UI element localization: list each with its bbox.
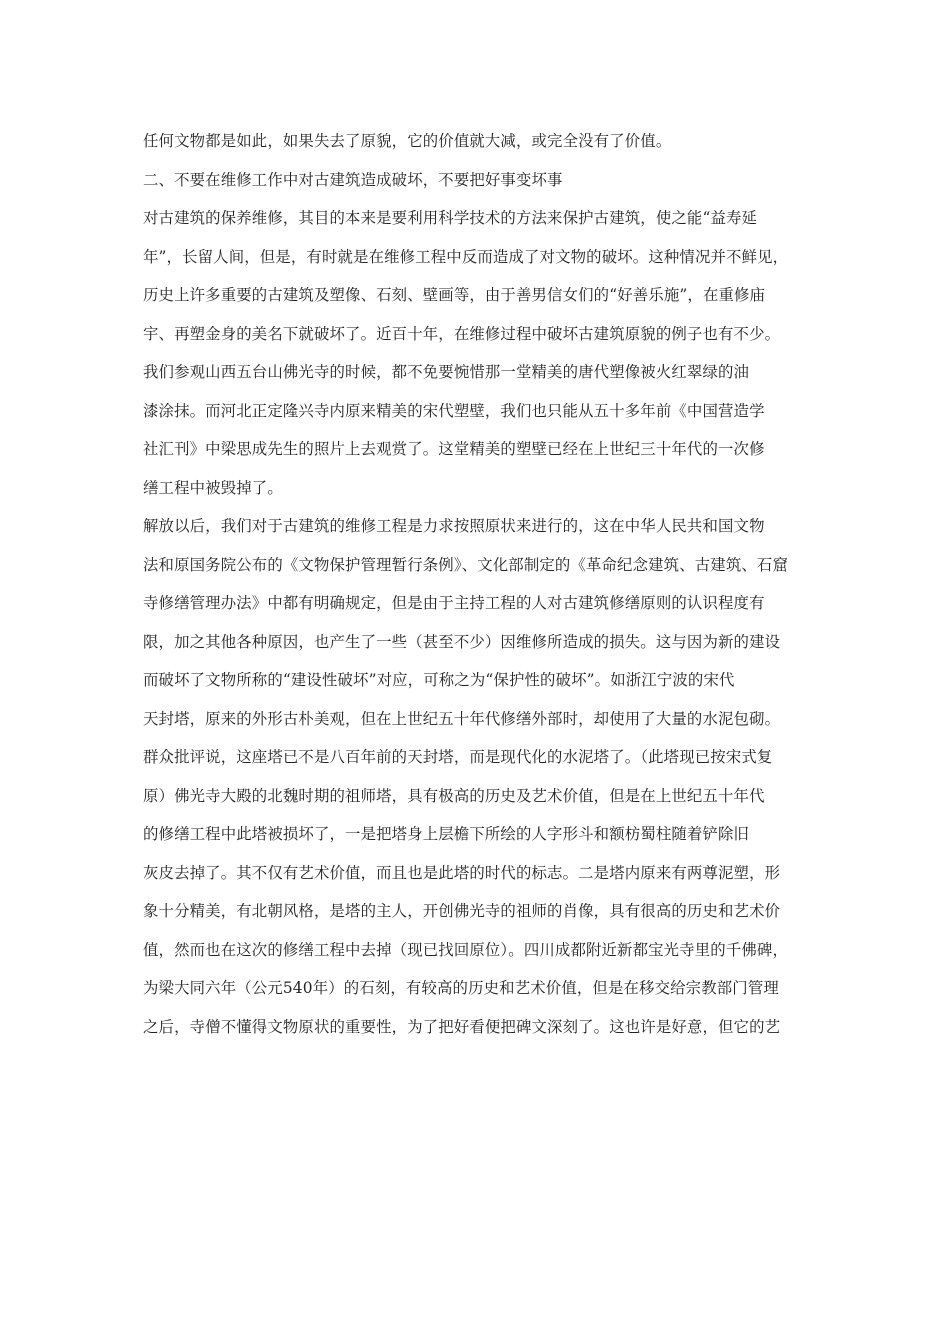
text-line: 年”，长留人间，但是，有时就是在维修工程中反而造成了对文物的破坏。这种情况并不鲜见，	[143, 247, 789, 266]
text-line: 我们参观山西五台山佛光寺的时候，都不免要惋惜那一堂精美的唐代塑像被火红翠绿的油	[143, 363, 750, 381]
text-line: 解放以后，我们对于古建筑的维修工程是力求按照原状来进行的，这在中华人民共和国文物	[143, 517, 765, 535]
text-line: 缮工程中被毁掉了。	[143, 478, 283, 497]
body-text	[143, 122, 823, 1046]
text-line: 的修缮工程中此塔被损坏了，一是把塔身上层檐下所绘的人字形斗和额枋蜀柱随着铲除旧	[143, 825, 750, 843]
section-heading: 二、不要在维修工作中对古建筑造成破坏，不要把好事变坏事	[143, 170, 563, 189]
text-line: 为梁大同六年（公元540年）的石刻，有较高的历史和艺术价值，但是在移交给宗教部门管理	[143, 979, 779, 997]
text-line: 象十分精美，有北朝风格，是塔的主人，开创佛光寺的祖师的肖像，具有很高的历史和艺术价	[143, 902, 781, 920]
text-line: 历史上许多重要的古建筑及塑像、石刻、壁画等，由于善男信女们的“好善乐施”，在重修庙	[143, 286, 766, 304]
text-line: 任何文物都是如此，如果失去了原貌，它的价值就大减，或完全没有了价值。	[143, 132, 672, 150]
text-line: 漆涂抹。而河北正定隆兴寺内原来精美的宋代塑壁，我们也只能从五十多年前《中国营造学	[143, 401, 765, 420]
text-line: 限，加之其他各种原因，也产生了一些（甚至不少）因维修所造成的损失。这与因为新的建设	[143, 632, 781, 651]
text-line: 社汇刊》中梁思成先生的照片上去观赏了。这堂精美的塑壁已经在上世纪三十年代的一次修	[143, 440, 765, 458]
text-line: 群众批评说，这座塔已不是八百年前的天封塔，而是现代化的水泥塔了。（此塔现已按宋式复	[143, 748, 773, 766]
text-line: 值，然而也在这次的修缮工程中去掉（现已找回原位）。四川成都附近新都宝光寺里的千佛碑，	[143, 940, 789, 959]
text-line: 原）佛光寺大殿的北魏时期的祖师塔，具有极高的历史及艺术价值，但是在上世纪五十年代	[143, 786, 765, 805]
text-line: 天封塔，原来的外形古朴美观，但在上世纪五十年代修缮外部时，却使用了大量的水泥包砌。	[143, 709, 781, 728]
text-line: 灰皮去掉了。其不仅有艺术价值，而且也是此塔的时代的标志。二是塔内原来有两尊泥塑，形	[143, 863, 781, 882]
text-line: 法和原国务院公布的《文物保护管理暂行条例》、文化部制定的《革命纪念建筑、古建筑、石窟	[143, 555, 789, 574]
text-line: 寺修缮管理办法》中都有明确规定，但是由于主持工程的人对古建筑修缮原则的认识程度有	[143, 594, 765, 612]
text-line: 而破坏了文物所称的“建设性破坏”对应，可称之为“保护性的破坏”。如浙江宁波的宋代	[143, 671, 735, 689]
text-line: 宇、再塑金身的美名下就破坏了。近百十年，在维修过程中破坏古建筑原貌的例子也有不少。	[143, 324, 781, 343]
text-line: 之后，寺僧不懂得文物原状的重要性，为了把好看便把碑文深刻了。这也许是好意，但它的艺	[143, 1017, 781, 1036]
text-line: 对古建筑的保养维修，其目的本来是要利用科学技术的方法来保护古建筑，使之能“益寿延	[143, 209, 758, 227]
